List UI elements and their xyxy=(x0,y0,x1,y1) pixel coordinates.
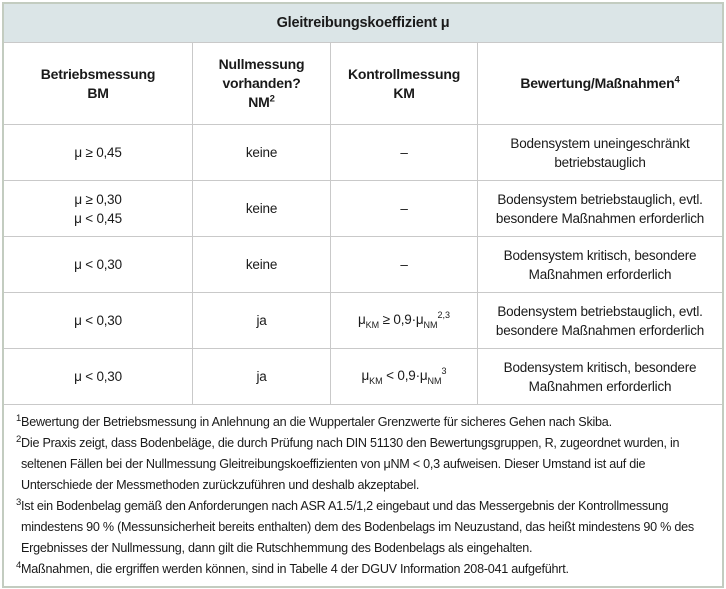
cell-bm: μ < 0,30 xyxy=(4,237,193,292)
footnotes-section xyxy=(4,405,722,586)
km-formula: $\mu_{KM} < 0,9\cdot\mu_{NM}^3$ xyxy=(361,366,447,386)
cell-bm: μ < 0,30 xyxy=(4,293,193,348)
header-nullmessung-line3: $NM^2$ xyxy=(248,93,275,110)
cell-bm: μ ≥ 0,30 μ < 0,45 xyxy=(4,181,193,236)
cell-km-formula xyxy=(331,349,478,404)
table-row xyxy=(4,181,722,237)
cell-km: – xyxy=(331,237,478,292)
cell-bewertung: Bodensystem betriebstauglich, evtl. besondere Maßnahmen erforderlich xyxy=(495,303,705,338)
header-nullmessung xyxy=(193,43,331,124)
footnote-marker-2-ref: 2 xyxy=(269,93,275,105)
header-nullmessung-line1: Nullmessung xyxy=(218,56,305,72)
table-row xyxy=(4,125,722,181)
footnote-4: $^4$Maßnahmen, die ergriffen werden können, sind in Tabelle 4 der DGUV Information 208-041 aufgeführt. xyxy=(16,559,569,576)
header-kontrollmessung-line1: Kontrollmessung xyxy=(347,65,461,82)
header-bewertung-label: Bewertung/Maßnahmen$^4$ xyxy=(520,74,680,91)
footnote-marker-23-ref: 2,3 xyxy=(437,310,450,320)
cell-bm: μ < 0,30 xyxy=(4,349,193,404)
cell-bewertung: Bodensystem kritisch, besondere Maßnahmen erforderlich xyxy=(503,359,697,394)
table-title-text: Gleitreibungskoeffizient μ xyxy=(276,15,450,31)
header-betriebsmessung xyxy=(4,43,193,124)
table-row xyxy=(4,349,722,405)
cell-nm: keine xyxy=(193,125,331,180)
cell-nm: keine xyxy=(193,237,331,292)
header-bewertung xyxy=(478,43,722,124)
footnote-2: $^2$Die Praxis zeigt, dass Bodenbeläge, die durch Prüfung nach DIN 51130 den Bewertungsgruppen, R, zugeordnet wurden, in seltenen Fällen bei der Nullmessung Gleitreibungskoeffizienten von μNM < 0,3 aufweisen. Dieser Umstand ist auf die Unterschiede der Messmethoden zurückzuführen und deshalb akzeptabel. xyxy=(16,433,680,492)
cell-km-formula xyxy=(331,293,478,348)
footnote-1: $^1$Bewertung der Betriebsmessung in Anlehnung an die Wuppertaler Grenzwerte für sicheres Gehen nach Skiba. xyxy=(16,412,612,429)
cell-bewertung: Bodensystem betriebstauglich, evtl. besondere Maßnahmen erforderlich xyxy=(495,191,705,226)
table-title xyxy=(4,4,722,43)
cell-nm: keine xyxy=(193,181,331,236)
cell-bewertung: Bodensystem kritisch, besondere Maßnahmen erforderlich xyxy=(503,247,697,282)
cell-nm: ja xyxy=(193,349,331,404)
footnote-marker-4-ref: 4 xyxy=(674,74,680,86)
footnote-3: $^3$Ist ein Bodenbelag gemäß den Anforderungen nach ASR A1.5/1,2 eingebaut und das Messergebnis der Kontrollmessung mindestens 90 % (Messunsicherheit bereits enthalten) dem des Bodenbelags im Neuzustand, das heißt mindestens 90 % des Ergebnisses der Nullmessung, dann gilt die Rutschhemmung des Bodenbelags als eingehalten. xyxy=(16,496,694,555)
table-header-row xyxy=(4,43,722,125)
header-kontrollmessung-line2: KM xyxy=(393,84,415,101)
table-row xyxy=(4,293,722,349)
friction-coefficient-table xyxy=(2,2,724,588)
table-row xyxy=(4,237,722,293)
km-formula: $\mu_{KM} \ge 0,9\cdot\mu_{NM}^{2,3}$ xyxy=(358,310,450,330)
cell-bewertung: Bodensystem uneingeschränkt betriebstauglich xyxy=(510,135,690,170)
cell-nm: ja xyxy=(193,293,331,348)
header-nullmessung-line2: vorhanden? xyxy=(222,75,301,91)
header-betriebsmessung-line1: Betriebsmessung xyxy=(40,65,156,82)
header-kontrollmessung xyxy=(331,43,478,124)
cell-km: – xyxy=(331,181,478,236)
header-betriebsmessung-line2: BM xyxy=(87,84,109,101)
cell-km: – xyxy=(331,125,478,180)
footnote-marker-3-ref: 3 xyxy=(441,366,447,376)
cell-bm: μ ≥ 0,45 xyxy=(4,125,193,180)
